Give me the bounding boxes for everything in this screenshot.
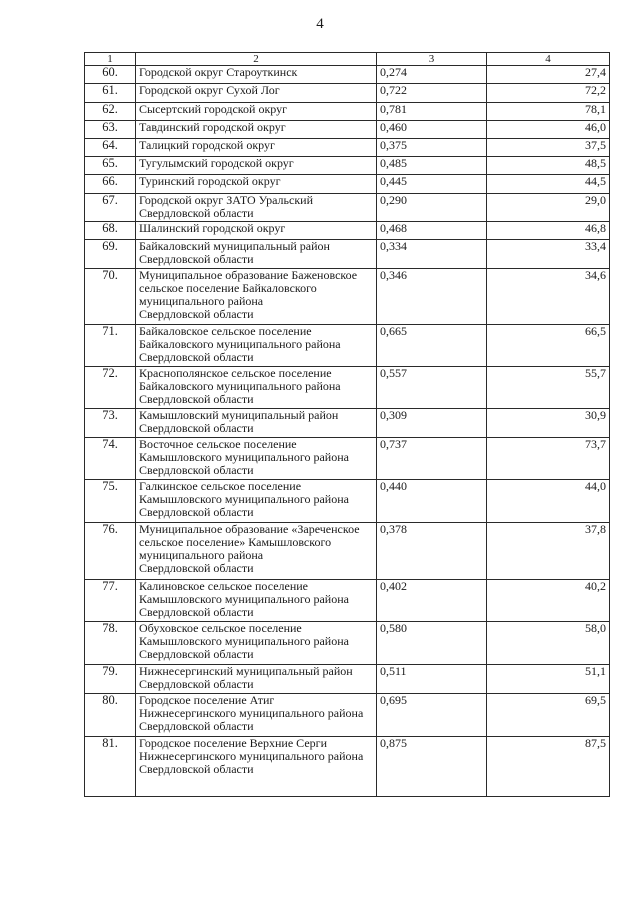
coefficient-value: 0,511 xyxy=(377,665,487,694)
percent-value: 37,5 xyxy=(487,139,610,157)
municipality-name: Муниципальное образование Баженовское сельское поселение Байкаловского муниципального района Свердловской области xyxy=(136,269,377,325)
table-row xyxy=(85,580,610,622)
municipality-name: Муниципальное образование «Зареченское сельское поселение» Камышловского муниципального района Свердловской области xyxy=(136,523,377,580)
table-row xyxy=(85,367,610,409)
column-header-1: 1 xyxy=(85,53,136,66)
table-row xyxy=(85,694,610,737)
coefficient-value: 0,722 xyxy=(377,84,487,103)
row-number: 79. xyxy=(85,665,136,694)
row-number: 65. xyxy=(85,157,136,175)
page-number: 4 xyxy=(316,16,324,32)
row-number: 60. xyxy=(85,66,136,84)
row-number: 63. xyxy=(85,121,136,139)
table-row xyxy=(85,240,610,269)
coefficient-value: 0,557 xyxy=(377,367,487,409)
percent-value: 73,7 xyxy=(487,438,610,480)
table-row xyxy=(85,438,610,480)
municipality-name: Городской округ Сухой Лог xyxy=(136,84,377,103)
row-number: 81. xyxy=(85,737,136,797)
coefficient-value: 0,460 xyxy=(377,121,487,139)
table-row xyxy=(85,737,610,797)
percent-value: 33,4 xyxy=(487,240,610,269)
percent-value: 40,2 xyxy=(487,580,610,622)
coefficient-value: 0,445 xyxy=(377,175,487,194)
row-number: 73. xyxy=(85,409,136,438)
coefficient-value: 0,375 xyxy=(377,139,487,157)
row-number: 68. xyxy=(85,222,136,240)
row-number: 75. xyxy=(85,480,136,523)
coefficient-value: 0,665 xyxy=(377,325,487,367)
coefficient-value: 0,378 xyxy=(377,523,487,580)
row-number: 66. xyxy=(85,175,136,194)
municipality-name: Восточное сельское поселение Камышловского муниципального района Свердловской области xyxy=(136,438,377,480)
table-row xyxy=(85,103,610,121)
percent-value: 48,5 xyxy=(487,157,610,175)
table-row xyxy=(85,222,610,240)
municipality-name: Шалинский городской округ xyxy=(136,222,377,240)
municipality-name: Обуховское сельское поселение Камышловского муниципального района Свердловской области xyxy=(136,622,377,665)
percent-value: 66,5 xyxy=(487,325,610,367)
coefficient-value: 0,580 xyxy=(377,622,487,665)
table-row xyxy=(85,480,610,523)
percent-value: 44,0 xyxy=(487,480,610,523)
municipality-name: Городской округ Староуткинск xyxy=(136,66,377,84)
table-row xyxy=(85,84,610,103)
row-number: 77. xyxy=(85,580,136,622)
percent-value: 34,6 xyxy=(487,269,610,325)
coefficient-value: 0,781 xyxy=(377,103,487,121)
row-number: 80. xyxy=(85,694,136,737)
percent-value: 37,8 xyxy=(487,523,610,580)
row-number: 70. xyxy=(85,269,136,325)
percent-value: 78,1 xyxy=(487,103,610,121)
table-row xyxy=(85,325,610,367)
percent-value: 69,5 xyxy=(487,694,610,737)
row-number: 64. xyxy=(85,139,136,157)
municipality-name: Байкаловский муниципальный район Свердловской области xyxy=(136,240,377,269)
municipality-name: Тугулымский городской округ xyxy=(136,157,377,175)
row-number: 61. xyxy=(85,84,136,103)
table-row xyxy=(85,523,610,580)
percent-value: 51,1 xyxy=(487,665,610,694)
coefficient-value: 0,440 xyxy=(377,480,487,523)
municipality-name: Краснополянское сельское поселение Байкаловского муниципального района Свердловской области xyxy=(136,367,377,409)
coefficient-value: 0,309 xyxy=(377,409,487,438)
table-header-row xyxy=(85,53,610,66)
coefficient-value: 0,695 xyxy=(377,694,487,737)
percent-value: 46,8 xyxy=(487,222,610,240)
row-number: 78. xyxy=(85,622,136,665)
column-header-3: 3 xyxy=(377,53,487,66)
coefficient-value: 0,402 xyxy=(377,580,487,622)
row-number: 71. xyxy=(85,325,136,367)
data-table xyxy=(84,52,610,797)
table-row xyxy=(85,175,610,194)
row-number: 69. xyxy=(85,240,136,269)
percent-value: 58,0 xyxy=(487,622,610,665)
percent-value: 44,5 xyxy=(487,175,610,194)
municipality-name: Туринский городской округ xyxy=(136,175,377,194)
coefficient-value: 0,485 xyxy=(377,157,487,175)
percent-value: 72,2 xyxy=(487,84,610,103)
municipality-name: Камышловский муниципальный район Свердловской области xyxy=(136,409,377,438)
municipality-name: Байкаловское сельское поселение Байкаловского муниципального района Свердловской области xyxy=(136,325,377,367)
coefficient-value: 0,875 xyxy=(377,737,487,797)
column-header-4: 4 xyxy=(487,53,610,66)
coefficient-value: 0,346 xyxy=(377,269,487,325)
table-row xyxy=(85,409,610,438)
coefficient-value: 0,737 xyxy=(377,438,487,480)
row-number: 74. xyxy=(85,438,136,480)
table-row xyxy=(85,66,610,84)
table-row xyxy=(85,194,610,222)
municipality-name: Калиновское сельское поселение Камышловского муниципального района Свердловской области xyxy=(136,580,377,622)
municipality-name: Сысертский городской округ xyxy=(136,103,377,121)
table-row xyxy=(85,622,610,665)
municipality-name: Галкинское сельское поселение Камышловского муниципального района Свердловской области xyxy=(136,480,377,523)
percent-value: 30,9 xyxy=(487,409,610,438)
row-number: 67. xyxy=(85,194,136,222)
percent-value: 46,0 xyxy=(487,121,610,139)
municipality-name: Городское поселение Атиг Нижнесергинского муниципального района Свердловской области xyxy=(136,694,377,737)
percent-value: 87,5 xyxy=(487,737,610,797)
table-row xyxy=(85,269,610,325)
row-number: 76. xyxy=(85,523,136,580)
row-number: 62. xyxy=(85,103,136,121)
municipality-name: Нижнесергинский муниципальный район Свердловской области xyxy=(136,665,377,694)
column-header-2: 2 xyxy=(136,53,377,66)
row-number: 72. xyxy=(85,367,136,409)
coefficient-value: 0,334 xyxy=(377,240,487,269)
table-row xyxy=(85,139,610,157)
table-row xyxy=(85,665,610,694)
municipality-name: Городской округ ЗАТО Уральский Свердловской области xyxy=(136,194,377,222)
coefficient-value: 0,274 xyxy=(377,66,487,84)
percent-value: 29,0 xyxy=(487,194,610,222)
coefficient-value: 0,468 xyxy=(377,222,487,240)
percent-value: 27,4 xyxy=(487,66,610,84)
table-row xyxy=(85,121,610,139)
municipality-name: Талицкий городской округ xyxy=(136,139,377,157)
municipality-name: Городское поселение Верхние Серги Нижнесергинского муниципального района Свердловской области xyxy=(136,737,377,797)
table-row xyxy=(85,157,610,175)
percent-value: 55,7 xyxy=(487,367,610,409)
municipality-name: Тавдинский городской округ xyxy=(136,121,377,139)
coefficient-value: 0,290 xyxy=(377,194,487,222)
